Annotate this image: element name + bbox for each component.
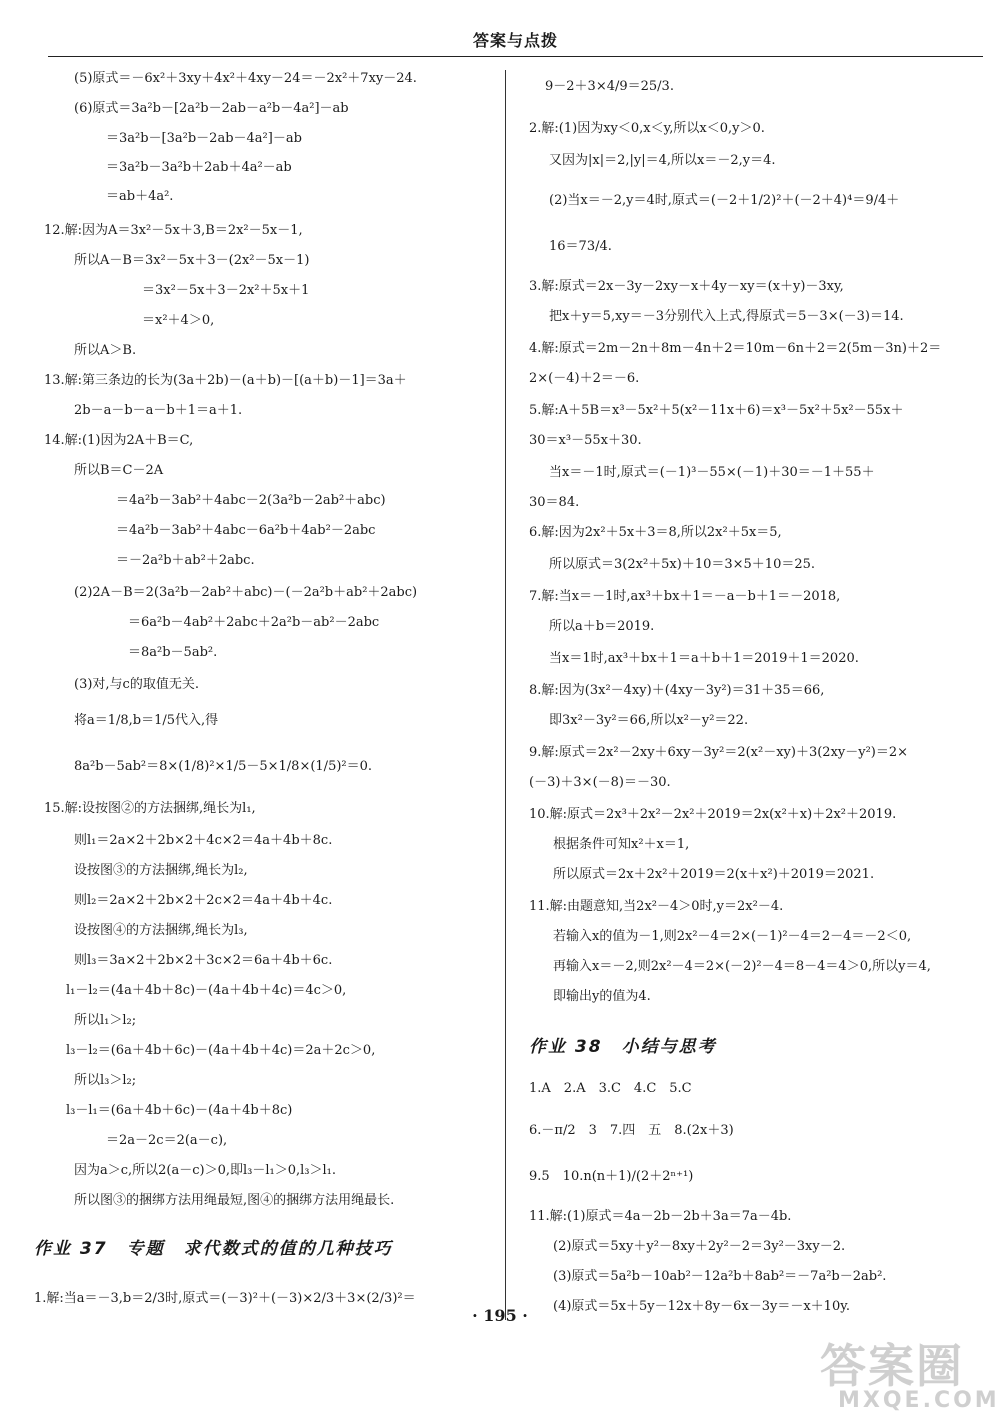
answer-line: 再输入x＝－2,则2x²－4＝2×(－2)²－4＝8－4＝4＞0,所以y＝4,	[553, 959, 931, 974]
answer-line: (3)对,与c的取值无关.	[74, 677, 199, 692]
answer-line: 15.解:设按图②的方法捆绑,绳长为l₁,	[44, 801, 256, 816]
header-title: 答案与点拨	[472, 31, 558, 50]
answer-line: l₃－l₁＝(6a＋4b＋6c)－(4a＋4b＋8c)	[66, 1103, 293, 1118]
answer-line: 9.解:原式＝2x²－2xy＋6xy－3y²＝2(x²－xy)＋3(2xy－y²)＝2×	[529, 745, 909, 760]
answer-line: 即3x²－3y²＝66,所以x²－y²＝22.	[549, 713, 749, 728]
answer-line: (－3)＋3×(－8)＝－30.	[529, 775, 671, 790]
answer-line: 设按图④的方法捆绑,绳长为l₃,	[74, 923, 248, 938]
answer-line: 所以原式＝2x＋2x²＋2019＝2(x＋x²)＋2019＝2021.	[553, 867, 875, 882]
answer-line: 将a＝1/8,b＝1/5代入,得	[74, 713, 219, 728]
answer-line: ＝3x²－5x＋3－2x²＋5x＋1	[142, 283, 310, 298]
answer-line: 12.解:因为A＝3x²－5x＋3,B＝2x²－5x－1,	[44, 223, 303, 238]
answer-line: 即输出y的值为4.	[553, 989, 651, 1004]
column-divider	[505, 70, 506, 1320]
answer-line: 根据条件可知x²＋x＝1,	[553, 837, 690, 852]
answer-line: ＝x²＋4＞0,	[142, 313, 215, 328]
answer-line: 所以原式＝3(2x²＋5x)＋10＝3×5＋10＝25.	[549, 557, 816, 572]
answer-line: 4.解:原式＝2m－2n＋8m－4n＋2＝10m－6n＋2＝2(5m－3n)＋2＝	[529, 341, 942, 356]
answer-line: (5)原式＝－6x²＋3xy＋4x²＋4xy－24＝－2x²＋7xy－24.	[74, 71, 417, 86]
answer-line: 则l₃＝3a×2＋2b×2＋3c×2＝6a＋4b＋6c.	[74, 953, 333, 968]
answer-line: 8.解:因为(3x²－4xy)＋(4xy－3y²)＝31＋35＝66,	[529, 683, 825, 698]
answer-line: 又因为|x|＝2,|y|＝4,所以x＝－2,y＝4.	[549, 153, 776, 168]
answer-line: 1.解:当a＝－3,b＝2/3时,原式＝(－3)²＋(－3)×2/3＋3×(2/3)²＝	[34, 1291, 416, 1306]
answer-line: (2)2A－B＝2(3a²b－2ab²＋abc)－(－2a²b＋ab²＋2abc)	[74, 585, 418, 600]
answer-line: l₃－l₂＝(6a＋4b＋6c)－(4a＋4b＋4c)＝2a＋2c＞0,	[66, 1043, 376, 1058]
answer-line: ＝ab＋4a².	[106, 189, 174, 204]
answer-line: 8a²b－5ab²＝8×(1/8)²×1/5－5×1/8×(1/5)²＝0.	[74, 759, 373, 774]
answer-line: l₁－l₂＝(4a＋4b＋8c)－(4a＋4b＋4c)＝4c＞0,	[66, 983, 347, 998]
page-number: · 195 ·	[472, 1306, 528, 1325]
watermark-text: 答案圈	[820, 1339, 964, 1393]
page-header	[48, 26, 983, 57]
answer-line: 6.－π/2 3 7.四 五 8.(2x＋3)	[529, 1123, 734, 1138]
answer-line: ＝－2a²b＋ab²＋2abc.	[116, 553, 255, 568]
answer-line: 2.解:(1)因为xy＜0,x＜y,所以x＜0,y＞0.	[529, 121, 765, 136]
answer-line: 则l₂＝2a×2＋2b×2＋2c×2＝4a＋4b＋4c.	[74, 893, 333, 908]
answer-line: ＝8a²b－5ab².	[128, 645, 218, 660]
answer-line: 所以l₃＞l₂;	[74, 1073, 137, 1088]
answer-line: 所以a＋b＝2019.	[549, 619, 655, 634]
answer-line: 6.解:因为2x²＋5x＋3＝8,所以2x²＋5x＝5,	[529, 525, 782, 540]
answer-line: 9.5 10.n(n＋1)/(2＋2ⁿ⁺¹)	[529, 1169, 694, 1184]
answer-line: 30＝x³－55x＋30.	[529, 433, 642, 448]
answer-line: 设按图③的方法捆绑,绳长为l₂,	[74, 863, 248, 878]
answer-line: ＝6a²b－4ab²＋2abc＋2a²b－ab²－2abc	[128, 615, 380, 630]
answer-line: 10.解:原式＝2x³＋2x²－2x²＋2019＝2x(x²＋x)＋2x²＋2019.	[529, 807, 897, 822]
answer-line: 2b－a－b－a－b＋1＝a＋1.	[74, 403, 243, 418]
answer-line: 若输入x的值为－1,则2x²－4＝2×(－1)²－4＝2－4＝－2＜0,	[553, 929, 912, 944]
watermark-logo	[820, 1330, 1000, 1420]
answer-line: (2)原式＝5xy＋y²－8xy＋2y²－2＝3y²－3xy－2.	[553, 1239, 846, 1254]
watermark-url: MXQE.COM	[838, 1388, 1000, 1413]
answer-line: 因为a＞c,所以2(a－c)＞0,即l₃－l₁＞0,l₃＞l₁.	[74, 1163, 337, 1178]
answer-line: 13.解:第三条边的长为(3a＋2b)－(a＋b)－[(a＋b)－1]＝3a＋	[44, 373, 407, 388]
answer-line: 所以l₁＞l₂;	[74, 1013, 137, 1028]
answer-line: 1.A 2.A 3.C 4.C 5.C	[529, 1081, 692, 1096]
answer-line: ＝3a²b－3a²b＋2ab＋4a²－ab	[106, 160, 292, 175]
answer-line: ＝4a²b－3ab²＋4abc－2(3a²b－2ab²＋abc)	[116, 493, 386, 508]
answer-line: (2)当x＝－2,y＝4时,原式＝(－2＋1/2)²＋(－2＋4)⁴＝9/4＋	[549, 193, 900, 208]
section-heading-37: 作业 37 专题 求代数式的值的几种技巧	[34, 1239, 393, 1259]
answer-line: 30＝84.	[529, 495, 580, 510]
answer-line: ＝4a²b－3ab²＋4abc－6a²b＋4ab²－2abc	[116, 523, 376, 538]
answer-line: 当x＝－1时,原式＝(－1)³－55×(－1)＋30＝－1＋55＋	[549, 465, 875, 480]
answer-line: 所以A＞B.	[74, 343, 137, 358]
answer-line: (4)原式＝5x＋5y－12x＋8y－6x－3y＝－x＋10y.	[553, 1299, 850, 1314]
answer-line: 7.解:当x＝－1时,ax³＋bx＋1＝－a－b＋1＝－2018,	[529, 589, 841, 604]
answer-line: (6)原式＝3a²b－[2a²b－2ab－a²b－4a²]－ab	[74, 101, 349, 116]
answer-line: 所以B＝C－2A	[74, 463, 164, 478]
section-heading-38: 作业 38 小结与思考	[529, 1037, 717, 1057]
answer-line: 5.解:A＋5B＝x³－5x²＋5(x²－11x＋6)＝x³－5x²＋5x²－55x＋	[529, 403, 904, 418]
answer-line: (3)原式＝5a²b－10ab²－12a²b＋8ab²＝－7a²b－2ab².	[553, 1269, 887, 1284]
answer-line: 3.解:原式＝2x－3y－2xy－x＋4y－xy＝(x＋y)－3xy,	[529, 279, 844, 294]
answer-line: 所以A－B＝3x²－5x＋3－(2x²－5x－1)	[74, 253, 310, 268]
answer-line: 所以图③的捆绑方法用绳最短,图④的捆绑方法用绳最长.	[74, 1193, 395, 1208]
answer-line: ＝2a－2c＝2(a－c),	[106, 1133, 228, 1148]
answer-line: ＝3a²b－[3a²b－2ab－4a²]－ab	[106, 131, 302, 146]
answer-line: 16＝73/4.	[549, 239, 612, 254]
answer-line: 当x＝1时,ax³＋bx＋1＝a＋b＋1＝2019＋1＝2020.	[549, 651, 859, 666]
answer-line: 11.解:(1)原式＝4a－2b－2b＋3a＝7a－4b.	[529, 1209, 792, 1224]
answer-line: 9－2＋3×4/9＝25/3.	[545, 79, 674, 94]
answer-line: 11.解:由题意知,当2x²－4＞0时,y＝2x²－4.	[529, 899, 784, 914]
answer-line: 14.解:(1)因为2A＋B＝C,	[44, 433, 194, 448]
answer-line: 2×(－4)＋2＝－6.	[529, 371, 640, 386]
answer-line: 把x＋y＝5,xy＝－3分别代入上式,得原式＝5－3×(－3)＝14.	[549, 309, 904, 324]
answer-line: 则l₁＝2a×2＋2b×2＋4c×2＝4a＋4b＋8c.	[74, 833, 333, 848]
